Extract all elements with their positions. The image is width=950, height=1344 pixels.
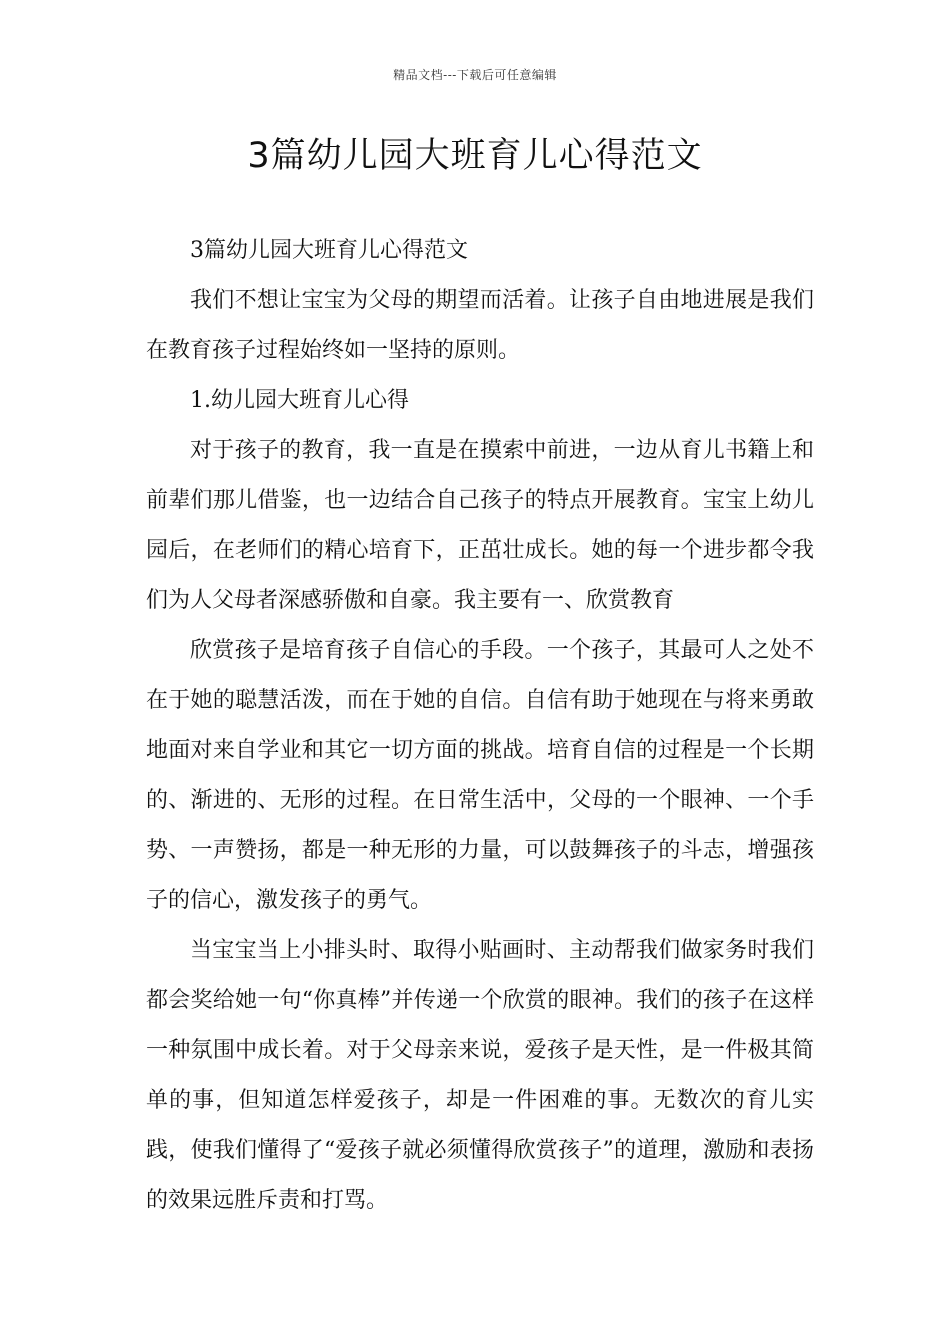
paragraph: 我们不想让宝宝为父母的期望而活着。让孩子自由地进展是我们在教育孩子过程始终如一坚持的原则。 — [146, 288, 814, 363]
paragraph-subtitle: 3篇幼儿园大班育儿心得范文 — [190, 238, 468, 263]
paragraph: 欣赏孩子是培育孩子自信心的手段。一个孩子，其最可人之处不在于她的聪慧活泼，而在于她的自信。自信有助于她现在与将来勇敢地面对来自学业和其它一切方面的挑战。培育自信的过程是一个长期的、渐进的、无形的过程。在日常生活中，父母的一个眼神、一个手势、一声赞扬，都是一种无形的力量，可以鼓舞孩子的斗志，增强孩子的信心，激发孩子的勇气。 — [146, 638, 814, 913]
paragraph: 对于孩子的教育，我一直是在摸索中前进，一边从育儿书籍上和前辈们那儿借鉴，也一边结合自己孩子的特点开展教育。宝宝上幼儿园后，在老师们的精心培育下，正茁壮成长。她的每一个进步都令我们为人父母者深感骄傲和自豪。我主要有一、欣赏教育 — [146, 438, 814, 613]
document-body — [146, 226, 814, 1226]
header-note: 精品文档---下载后可任意编辑 — [393, 68, 557, 82]
section-heading: 1.幼儿园大班育儿心得 — [190, 388, 409, 413]
paragraph: 当宝宝当上小排头时、取得小贴画时、主动帮我们做家务时我们都会奖给她一句“你真棒”并传递一个欣赏的眼神。我们的孩子在这样一种氛围中成长着。对于父母亲来说，爱孩子是天性，是一件极其简单的事，但知道怎样爱孩子，却是一件困难的事。无数次的育儿实践，使我们懂得了“爱孩子就必须懂得欣赏孩子”的道理，激励和表扬的效果远胜斥责和打骂。 — [146, 938, 814, 1213]
document-title: 3篇幼儿园大班育儿心得范文 — [247, 136, 703, 176]
